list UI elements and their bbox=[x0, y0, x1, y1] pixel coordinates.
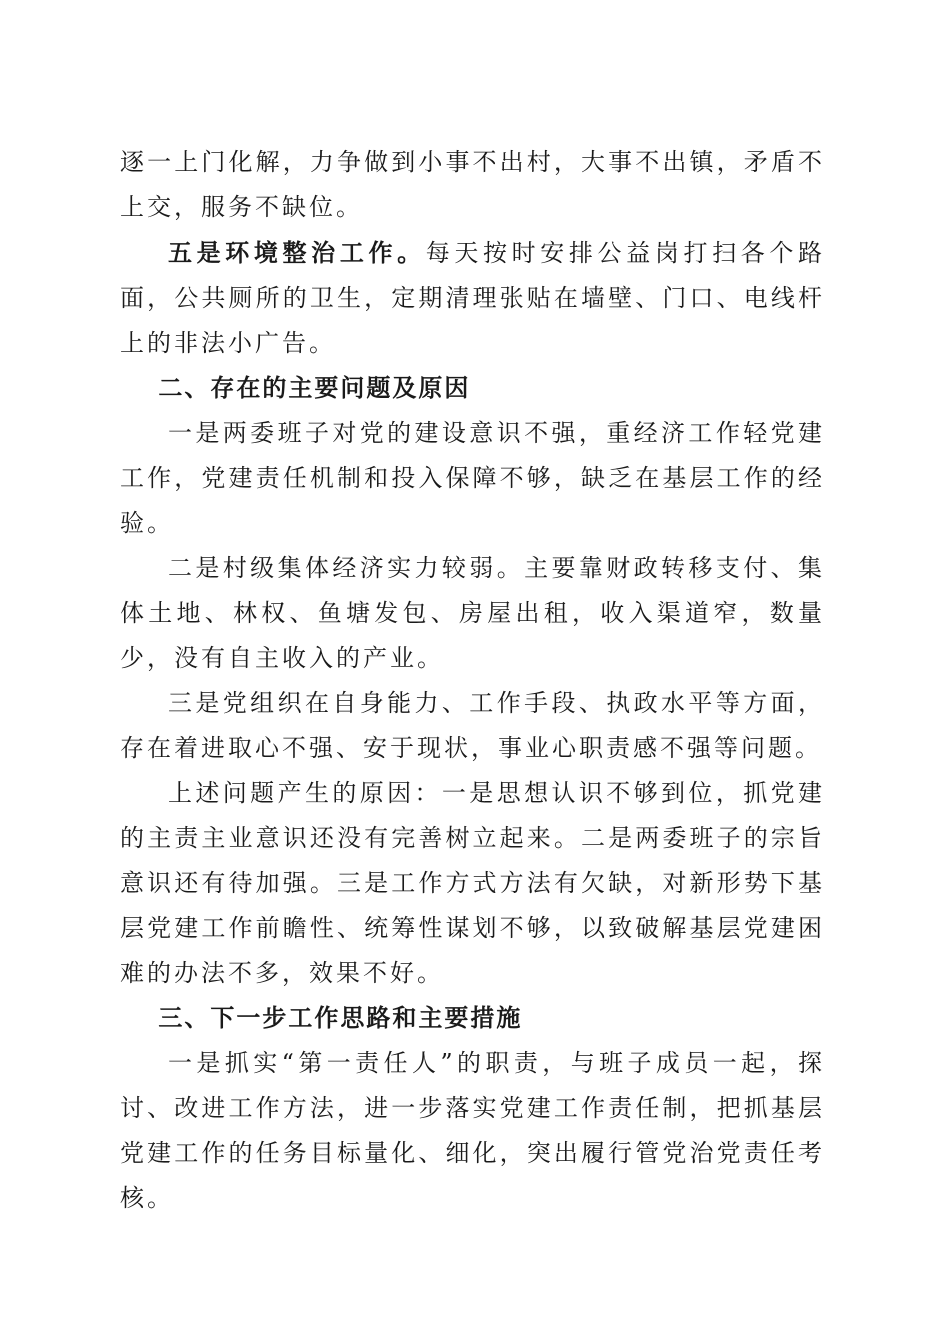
paragraph-causes: 上述问题产生的原因：一是思想认识不够到位，抓党建的主责主业意识还没有完善树立起来。二是两委班子的宗旨意识还有待加强。三是工作方式方法有欠缺，对新形势下基层党建工作前瞻性、统筹性谋划不够，以致破解基层党建困难的办法不多，效果不好。 bbox=[120, 779, 825, 987]
paragraph-environment-body: 每天按时安排公益岗打扫各个路面，公共厕所的卫生，定期清理张贴在墙壁、门口、电线杆上的非法小广告。 bbox=[120, 239, 826, 357]
paragraph-problem-2: 二是村级集体经济实力较弱。主要靠财政转移支付、集体土地、林权、鱼塘发包、房屋出租，收入渠道窄，数量少，没有自主收入的产业。 bbox=[120, 554, 825, 672]
paragraph-environment-lead: 五是环境整治工作。 bbox=[168, 238, 426, 267]
paragraph-mediation: 逐一上门化解，力争做到小事不出村，大事不出镇，矛盾不上交，服务不缺位。 bbox=[120, 148, 825, 221]
section-heading-next-steps: 三、下一步工作思路和主要措施 bbox=[158, 1004, 523, 1032]
paragraph-measure-1: 一是抓实“第一责任人”的职责，与班子成员一起，探讨、改进工作方法，进一步落实党建工作责任制，把抓基层党建工作的任务目标量化、细化，突出履行管党治党责任考核。 bbox=[120, 1049, 825, 1212]
paragraph-problem-1: 一是两委班子对党的建设意识不强，重经济工作轻党建工作，党建责任机制和投入保障不够，缺乏在基层工作的经验。 bbox=[120, 419, 825, 537]
paragraph-problem-3: 三是党组织在自身能力、工作手段、执政水平等方面，存在着进取心不强、安于现状，事业心职责感不强等问题。 bbox=[120, 689, 825, 762]
section-heading-problems: 二、存在的主要问题及原因 bbox=[158, 374, 471, 402]
document-page bbox=[120, 140, 825, 1221]
paragraph-environment bbox=[120, 230, 825, 366]
